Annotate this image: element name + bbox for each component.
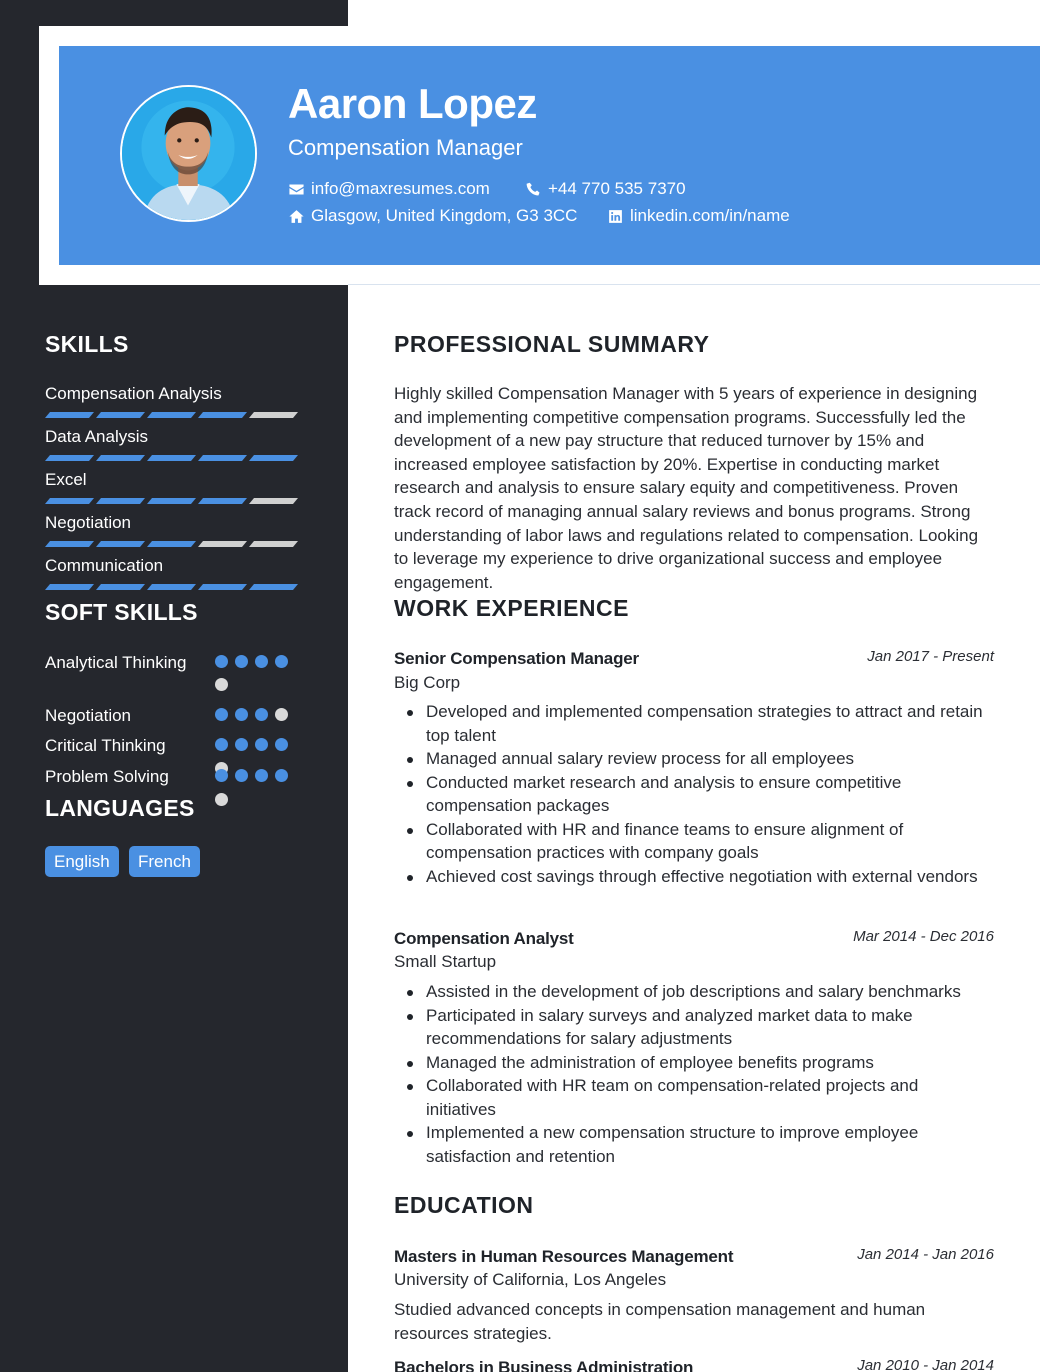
- skill-level-filled: [249, 584, 298, 590]
- language-chip: English: [45, 846, 119, 877]
- list-item: Participated in salary surveys and analyzed market data to make recommendations for salary adjustments: [426, 1004, 986, 1051]
- job-dates: Jan 2017 - Present: [867, 648, 994, 665]
- job-company: Small Startup: [394, 952, 497, 971]
- list-item: Implemented a new compensation structure to improve employee satisfaction and retention: [426, 1121, 986, 1168]
- languages-heading: LANGUAGES: [45, 795, 195, 821]
- soft-skill-label: Problem Solving: [45, 767, 169, 786]
- rating-dot-filled: [215, 655, 228, 668]
- degree-description: Studied advanced concepts in compensation management and human resources strategies.: [394, 1300, 926, 1343]
- contact-location: [288, 206, 577, 226]
- skill-level-filled: [45, 498, 94, 504]
- skill-level-filled: [147, 541, 196, 547]
- rating-dot-filled: [235, 738, 248, 751]
- job-bullets: [426, 700, 986, 888]
- skill-level-filled: [147, 455, 196, 461]
- skill-level-filled: [96, 584, 145, 590]
- skill-level-empty: [198, 541, 247, 547]
- rating-dot-filled: [275, 769, 288, 782]
- skill-level-filled: [96, 412, 145, 418]
- list-item: Assisted in the development of job descriptions and salary benchmarks: [426, 980, 986, 1004]
- language-chip: French: [129, 846, 200, 877]
- skill-level-empty: [249, 412, 298, 418]
- soft-skills-heading: SOFT SKILLS: [45, 599, 198, 625]
- rating-dot-filled: [275, 655, 288, 668]
- list-item: Developed and implemented compensation strategies to attract and retain top talent: [426, 700, 986, 747]
- avatar: [120, 85, 257, 222]
- list-item: Managed annual salary review process for all employees: [426, 747, 986, 771]
- list-item: Achieved cost savings through effective negotiation with external vendors: [426, 865, 986, 889]
- skill-level-filled: [96, 455, 145, 461]
- list-item: Collaborated with HR team on compensation-related projects and initiatives: [426, 1074, 986, 1121]
- rating-dot-empty: [215, 678, 228, 691]
- skills-heading: SKILLS: [45, 331, 129, 357]
- list-item: Managed the administration of employee benefits programs: [426, 1051, 986, 1075]
- skill-level-filled: [198, 498, 247, 504]
- candidate-title: Compensation Manager: [288, 135, 523, 160]
- header-divider: [348, 284, 1040, 285]
- list-item: Collaborated with HR and finance teams to ensure alignment of compensation practices with company goals: [426, 818, 986, 865]
- skill-level-empty: [249, 498, 298, 504]
- location-text: Glasgow, United Kingdom, G3 3CC: [311, 206, 578, 225]
- experience-heading: WORK EXPERIENCE: [394, 595, 629, 621]
- degree-dates: Jan 2010 - Jan 2014: [857, 1357, 994, 1372]
- skill-level-filled: [147, 412, 196, 418]
- skill-level-filled: [147, 584, 196, 590]
- rating-dot-filled: [215, 769, 228, 782]
- candidate-name: Aaron Lopez: [288, 80, 537, 127]
- skill-level-filled: [96, 498, 145, 504]
- skill-label: Data Analysis: [45, 427, 148, 446]
- rating-dot-filled: [235, 769, 248, 782]
- summary-text: Highly skilled Compensation Manager with 5 years of experience in designing and implementing competitive compensation programs. Successfully led the development of a new pay structure that reduced turnover by 15% and increased employee satisfaction by 20%. Expertise in conducting market research and analysis to ensure salary equity and competitiveness. Proven track record of managing annual salary reviews and bonus programs. Strong understanding of labor laws and regulations related to compensation. Looking to leverage my experience to drive organizational success and employee engagement.: [394, 384, 979, 592]
- soft-skill-label: Negotiation: [45, 706, 132, 725]
- home-icon: [288, 208, 305, 225]
- rating-dot-empty: [215, 793, 228, 806]
- school-name: University of California, Los Angeles: [394, 1270, 667, 1289]
- summary-heading: PROFESSIONAL SUMMARY: [394, 331, 710, 357]
- phone-icon: [525, 181, 542, 198]
- rating-dot-filled: [275, 738, 288, 751]
- rating-dot-filled: [215, 708, 228, 721]
- skill-level-filled: [198, 584, 247, 590]
- skill-level-filled: [45, 412, 94, 418]
- soft-skill-label: Critical Thinking: [45, 736, 166, 755]
- rating-dot-filled: [255, 769, 268, 782]
- skill-bar: [45, 541, 302, 547]
- phone-text: +44 770 535 7370: [548, 179, 686, 198]
- job-title: Senior Compensation Manager: [394, 649, 639, 668]
- rating-dot-filled: [235, 655, 248, 668]
- contact-phone[interactable]: [525, 179, 686, 199]
- skill-level-empty: [249, 541, 298, 547]
- rating-dot-filled: [255, 655, 268, 668]
- job-company: Big Corp: [394, 673, 461, 692]
- skill-level-filled: [45, 584, 94, 590]
- skill-bar: [45, 584, 302, 590]
- envelope-icon: [288, 181, 305, 198]
- skill-label: Communication: [45, 556, 164, 575]
- soft-skill-label: Analytical Thinking: [45, 653, 187, 672]
- profile-photo: [122, 87, 255, 220]
- contact-linkedin[interactable]: [607, 206, 790, 226]
- skill-level-filled: [249, 455, 298, 461]
- rating-dot-filled: [255, 708, 268, 721]
- job-dates: Mar 2014 - Dec 2016: [853, 928, 994, 945]
- email-text: info@maxresumes.com: [311, 179, 490, 198]
- rating-dot-empty: [275, 708, 288, 721]
- degree-title: Bachelors in Business Administration: [394, 1358, 694, 1372]
- linkedin-text: linkedin.com/in/name: [630, 206, 790, 225]
- contact-email[interactable]: [288, 179, 490, 199]
- skill-level-filled: [198, 455, 247, 461]
- skill-level-filled: [198, 412, 247, 418]
- skill-label: Compensation Analysis: [45, 384, 222, 403]
- skill-bar: [45, 412, 302, 418]
- skill-level-filled: [96, 541, 145, 547]
- skill-level-filled: [45, 455, 94, 461]
- degree-title: Masters in Human Resources Management: [394, 1247, 734, 1266]
- skill-level-filled: [147, 498, 196, 504]
- degree-dates: Jan 2014 - Jan 2016: [857, 1246, 994, 1263]
- skill-label: Negotiation: [45, 513, 132, 532]
- skill-level-filled: [45, 541, 94, 547]
- list-item: Conducted market research and analysis to ensure competitive compensation packages: [426, 771, 986, 818]
- rating-dot-filled: [255, 738, 268, 751]
- job-bullets: [426, 980, 986, 1168]
- linkedin-icon: [607, 208, 624, 225]
- rating-dot-filled: [235, 708, 248, 721]
- skill-bar: [45, 455, 302, 461]
- rating-dot-filled: [215, 738, 228, 751]
- education-heading: EDUCATION: [394, 1192, 534, 1218]
- skill-bar: [45, 498, 302, 504]
- skill-label: Excel: [45, 470, 87, 489]
- job-title: Compensation Analyst: [394, 929, 574, 948]
